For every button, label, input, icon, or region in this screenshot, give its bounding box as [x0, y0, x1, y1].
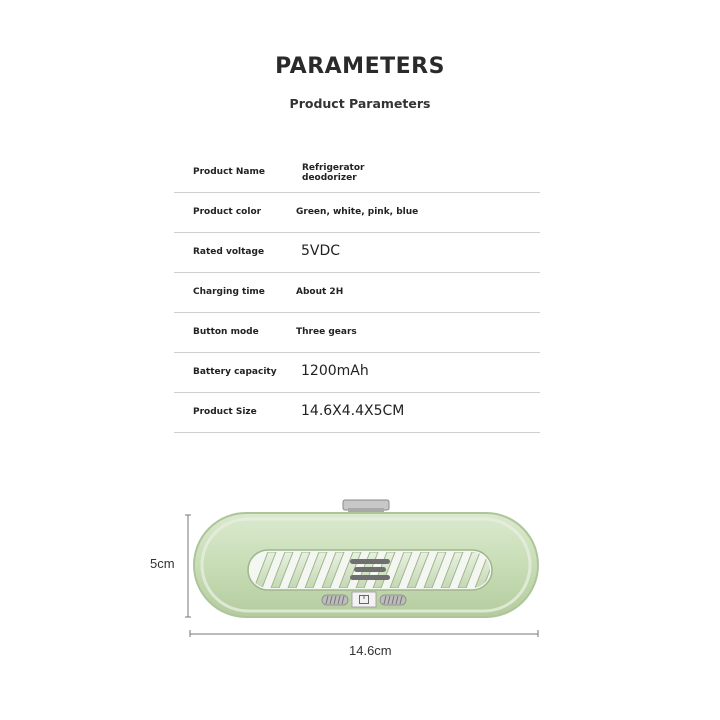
- param-value: 1200mAh: [301, 363, 369, 379]
- param-label: Product color: [193, 207, 262, 217]
- table-row: [174, 353, 540, 393]
- table-row: [174, 313, 540, 353]
- air-vent-grille: [248, 550, 497, 590]
- parameters-table: [174, 153, 540, 433]
- table-row: [174, 153, 540, 193]
- table-row: [174, 393, 540, 433]
- param-value: Refrigerator deodorizer: [302, 163, 365, 183]
- power-button[interactable]: [352, 592, 376, 607]
- table-row: [174, 233, 540, 273]
- vent-mechanism: [350, 559, 390, 580]
- table-row: [174, 273, 540, 313]
- param-label: Button mode: [193, 327, 259, 337]
- table-row: [174, 193, 540, 233]
- param-label: Product Size: [193, 407, 257, 417]
- page-title: PARAMETERS: [275, 54, 445, 79]
- param-label: Charging time: [193, 287, 265, 297]
- param-value: About 2H: [296, 287, 344, 297]
- width-dimension-line: [190, 630, 538, 637]
- param-label: Battery capacity: [193, 367, 277, 377]
- param-value: Three gears: [296, 327, 357, 337]
- param-label: Product Name: [193, 167, 265, 177]
- height-dimension-line: [185, 515, 191, 617]
- height-dimension-label: 5cm: [150, 556, 175, 571]
- param-value: Green, white, pink, blue: [296, 207, 419, 217]
- param-value: 5VDC: [301, 243, 341, 259]
- width-dimension-label: 14.6cm: [349, 643, 392, 658]
- param-label: Rated voltage: [193, 247, 265, 257]
- product-illustration: [150, 495, 570, 645]
- page-subtitle: Product Parameters: [289, 96, 431, 111]
- param-value: 14.6X4.4X5CM: [301, 403, 405, 419]
